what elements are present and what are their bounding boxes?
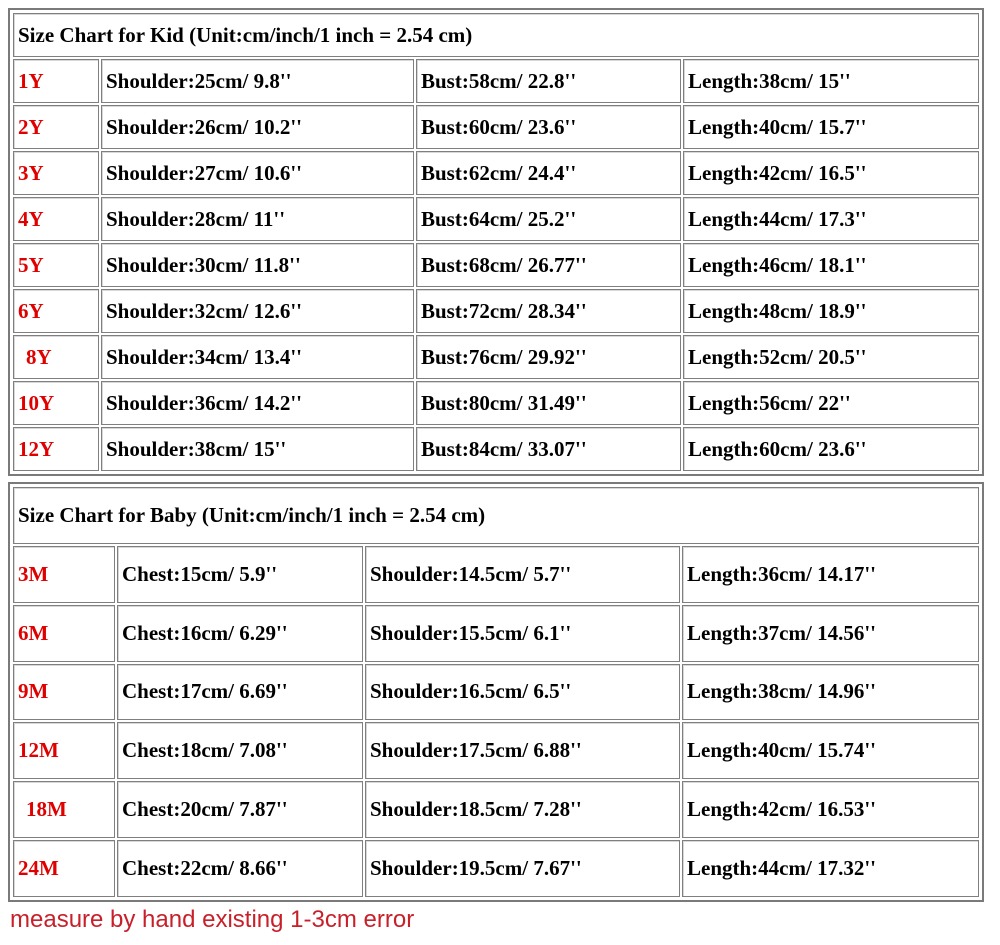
length-measurement: Length:52cm/ 20.5'' — [683, 335, 979, 379]
table-row — [13, 335, 979, 379]
length-measurement: Length:37cm/ 14.56'' — [682, 605, 979, 662]
kid-title-row — [13, 13, 979, 57]
baby-chart-title: Size Chart for Baby (Unit:cm/inch/1 inch = 2.54 cm) — [13, 487, 979, 544]
kid-chart-title: Size Chart for Kid (Unit:cm/inch/1 inch = 2.54 cm) — [13, 13, 979, 57]
table-row — [13, 722, 979, 779]
chest-measurement: Chest:16cm/ 6.29'' — [117, 605, 363, 662]
bust-measurement: Bust:76cm/ 29.92'' — [416, 335, 681, 379]
length-measurement: Length:40cm/ 15.7'' — [683, 105, 979, 149]
table-row — [13, 664, 979, 721]
size-label: 12Y — [13, 427, 99, 471]
chest-measurement: Chest:18cm/ 7.08'' — [117, 722, 363, 779]
table-row — [13, 840, 979, 897]
shoulder-measurement: Shoulder:26cm/ 10.2'' — [101, 105, 414, 149]
length-measurement: Length:36cm/ 14.17'' — [682, 546, 979, 603]
table-row — [13, 381, 979, 425]
size-label: 9M — [13, 664, 115, 721]
bust-measurement: Bust:84cm/ 33.07'' — [416, 427, 681, 471]
length-measurement: Length:46cm/ 18.1'' — [683, 243, 979, 287]
bust-measurement: Bust:68cm/ 26.77'' — [416, 243, 681, 287]
table-row — [13, 197, 979, 241]
chest-measurement: Chest:17cm/ 6.69'' — [117, 664, 363, 721]
shoulder-measurement: Shoulder:16.5cm/ 6.5'' — [365, 664, 680, 721]
size-label: 24M — [13, 840, 115, 897]
bust-measurement: Bust:58cm/ 22.8'' — [416, 59, 681, 103]
bust-measurement: Bust:62cm/ 24.4'' — [416, 151, 681, 195]
size-label: 3Y — [13, 151, 99, 195]
chest-measurement: Chest:22cm/ 8.66'' — [117, 840, 363, 897]
shoulder-measurement: Shoulder:32cm/ 12.6'' — [101, 289, 414, 333]
shoulder-measurement: Shoulder:14.5cm/ 5.7'' — [365, 546, 680, 603]
length-measurement: Length:40cm/ 15.74'' — [682, 722, 979, 779]
length-measurement: Length:38cm/ 14.96'' — [682, 664, 979, 721]
size-label: 4Y — [13, 197, 99, 241]
shoulder-measurement: Shoulder:15.5cm/ 6.1'' — [365, 605, 680, 662]
measurement-error-note: measure by hand existing 1-3cm error — [10, 906, 415, 933]
shoulder-measurement: Shoulder:25cm/ 9.8'' — [101, 59, 414, 103]
chest-measurement: Chest:20cm/ 7.87'' — [117, 781, 363, 838]
shoulder-measurement: Shoulder:34cm/ 13.4'' — [101, 335, 414, 379]
table-row — [13, 546, 979, 603]
size-label: 6Y — [13, 289, 99, 333]
baby-size-table — [11, 485, 981, 899]
chest-measurement: Chest:15cm/ 5.9'' — [117, 546, 363, 603]
length-measurement: Length:60cm/ 23.6'' — [683, 427, 979, 471]
shoulder-measurement: Shoulder:38cm/ 15'' — [101, 427, 414, 471]
table-row — [13, 243, 979, 287]
shoulder-measurement: Shoulder:17.5cm/ 6.88'' — [365, 722, 680, 779]
bust-measurement: Bust:64cm/ 25.2'' — [416, 197, 681, 241]
size-label: 2Y — [13, 105, 99, 149]
length-measurement: Length:44cm/ 17.32'' — [682, 840, 979, 897]
size-label: 1Y — [13, 59, 99, 103]
table-row — [13, 427, 979, 471]
size-label: 10Y — [13, 381, 99, 425]
length-measurement: Length:38cm/ 15'' — [683, 59, 979, 103]
bust-measurement: Bust:60cm/ 23.6'' — [416, 105, 681, 149]
shoulder-measurement: Shoulder:27cm/ 10.6'' — [101, 151, 414, 195]
table-row — [13, 605, 979, 662]
shoulder-measurement: Shoulder:19.5cm/ 7.67'' — [365, 840, 680, 897]
size-label: 6M — [13, 605, 115, 662]
size-label: 5Y — [13, 243, 99, 287]
kid-size-chart — [8, 8, 984, 476]
shoulder-measurement: Shoulder:30cm/ 11.8'' — [101, 243, 414, 287]
baby-title-row — [13, 487, 979, 544]
baby-size-chart — [8, 482, 984, 902]
length-measurement: Length:48cm/ 18.9'' — [683, 289, 979, 333]
bust-measurement: Bust:72cm/ 28.34'' — [416, 289, 681, 333]
table-row — [13, 289, 979, 333]
size-label: 8Y — [13, 335, 99, 379]
table-row — [13, 781, 979, 838]
size-label: 12M — [13, 722, 115, 779]
length-measurement: Length:56cm/ 22'' — [683, 381, 979, 425]
shoulder-measurement: Shoulder:18.5cm/ 7.28'' — [365, 781, 680, 838]
length-measurement: Length:42cm/ 16.53'' — [682, 781, 979, 838]
shoulder-measurement: Shoulder:36cm/ 14.2'' — [101, 381, 414, 425]
table-row — [13, 151, 979, 195]
size-label: 3M — [13, 546, 115, 603]
length-measurement: Length:42cm/ 16.5'' — [683, 151, 979, 195]
table-row — [13, 105, 979, 149]
bust-measurement: Bust:80cm/ 31.49'' — [416, 381, 681, 425]
kid-size-table — [11, 11, 981, 473]
shoulder-measurement: Shoulder:28cm/ 11'' — [101, 197, 414, 241]
length-measurement: Length:44cm/ 17.3'' — [683, 197, 979, 241]
table-row — [13, 59, 979, 103]
size-label: 18M — [13, 781, 115, 838]
